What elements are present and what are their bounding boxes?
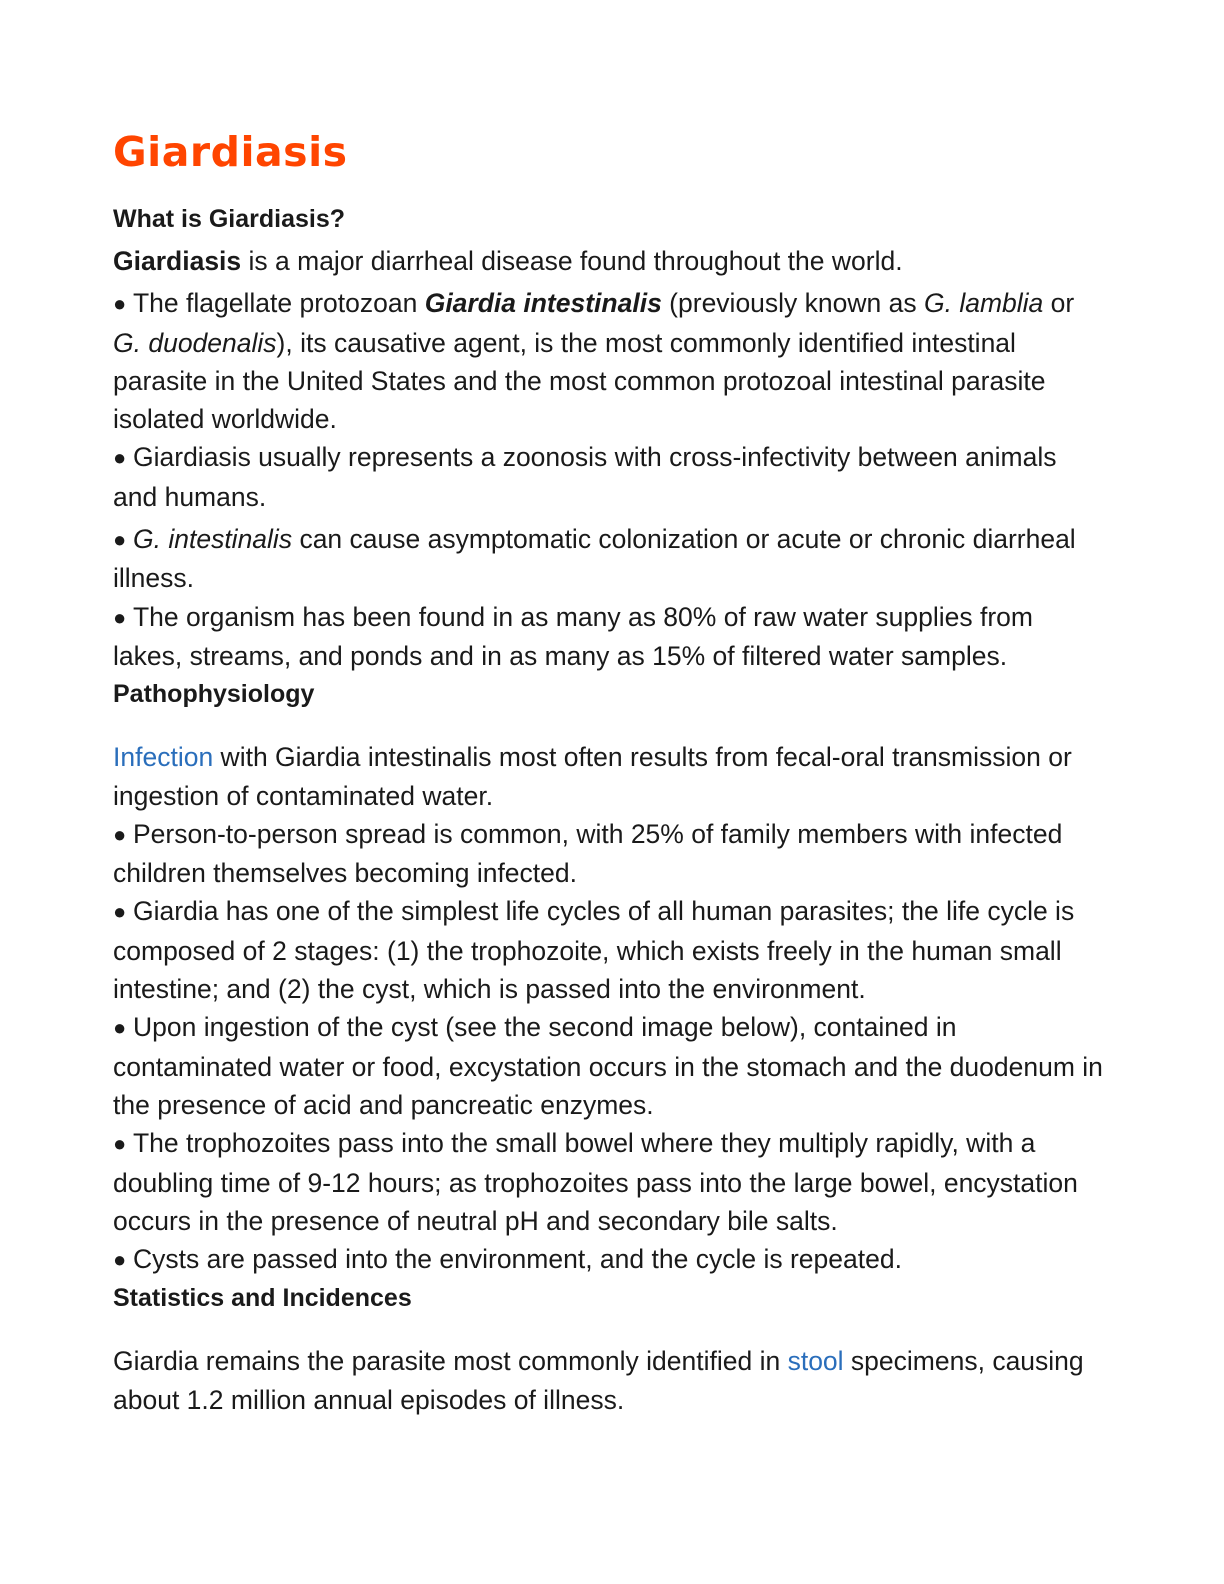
bullet-icon: ● [113,899,127,925]
bullet-item: ● Giardia has one of the simplest life cycles of all human parasites; the life cycle is composed of 2 stages: (1) the trophozoite, which exists freely in the human small intestine; and (2) the cyst, which is passed into the environment. [113,892,1103,1008]
bullet-icon: ● [113,1131,127,1157]
bullet-icon: ● [113,445,127,471]
section-heading-pathophysiology: Pathophysiology [113,680,315,709]
section-heading-statistics: Statistics and Incidences [113,1284,412,1313]
section-heading-what-is: What is Giardiasis? [113,205,346,233]
bullet-item: ● Cysts are passed into the environment, and the cycle is repeated. [113,1240,1103,1279]
bullet-item: ● The organism has been found in as many as 80% of raw water supplies from lakes, streams, and ponds and in as many as 15% of filtered water samples. [113,598,1103,676]
synonym-name: G. duodenalis [113,327,277,358]
bullet-item: ● Person-to-person spread is common, with 25% of family members with infected children themselves becoming infected. [113,815,1103,893]
infection-link[interactable]: Infection [113,742,214,773]
bullet-icon: ● [113,527,127,553]
bullet-item: ● The trophozoites pass into the small bowel where they multiply rapidly, with a doubling time of 9-12 hours; as trophozoites pass into the large bowel, encystation occurs in the presence of neutral pH and secondary bile salts. [113,1124,1103,1240]
document-page [113,128,1103,1419]
bullet-icon: ● [113,1015,127,1041]
bullet-item: ● Giardiasis usually represents a zoonosis with cross-infectivity between animals and humans. [113,438,1103,516]
bullet-item: ● G. intestinalis can cause asymptomatic colonization or acute or chronic diarrheal illness. [113,520,1103,598]
organism-name: Giardia intestinalis [424,288,662,319]
pathophysiology-intro: Infection with Giardia intestinalis most often results from fecal-oral transmission or ingestion of contaminated water. [113,742,1072,811]
page-title: Giardiasis [113,128,348,176]
bullet-icon: ● [113,604,127,630]
bullet-icon: ● [113,821,127,847]
stool-link[interactable]: stool [787,1346,844,1377]
intro-paragraph [113,242,1103,280]
statistics-paragraph: Giardia remains the parasite most commonly identified in stool specimens, causing about 1.2 million annual episodes of illness. [113,1346,1084,1415]
bullet-item: ● Upon ingestion of the cyst (see the second image below), contained in contaminated water or food, excystation occurs in the stomach and the duodenum in the presence of acid and pancreatic enzymes. [113,1008,1103,1124]
organism-name: G. intestinalis [133,524,293,555]
bullet-icon: ● [113,291,127,317]
intro-term: Giardiasis [113,246,242,276]
bullet-icon: ● [113,1247,127,1273]
bullet-item: ● The flagellate protozoan Giardia intestinalis (previously known as G. lamblia or G. duodenalis), its causative agent, is the most commonly identified intestinal parasite in the United States and the most common protozoal intestinal parasite isolated worldwide. [113,284,1103,438]
synonym-name: G. lamblia [923,288,1044,319]
intro-text: is a major diarrheal disease found throughout the world. [241,246,903,276]
